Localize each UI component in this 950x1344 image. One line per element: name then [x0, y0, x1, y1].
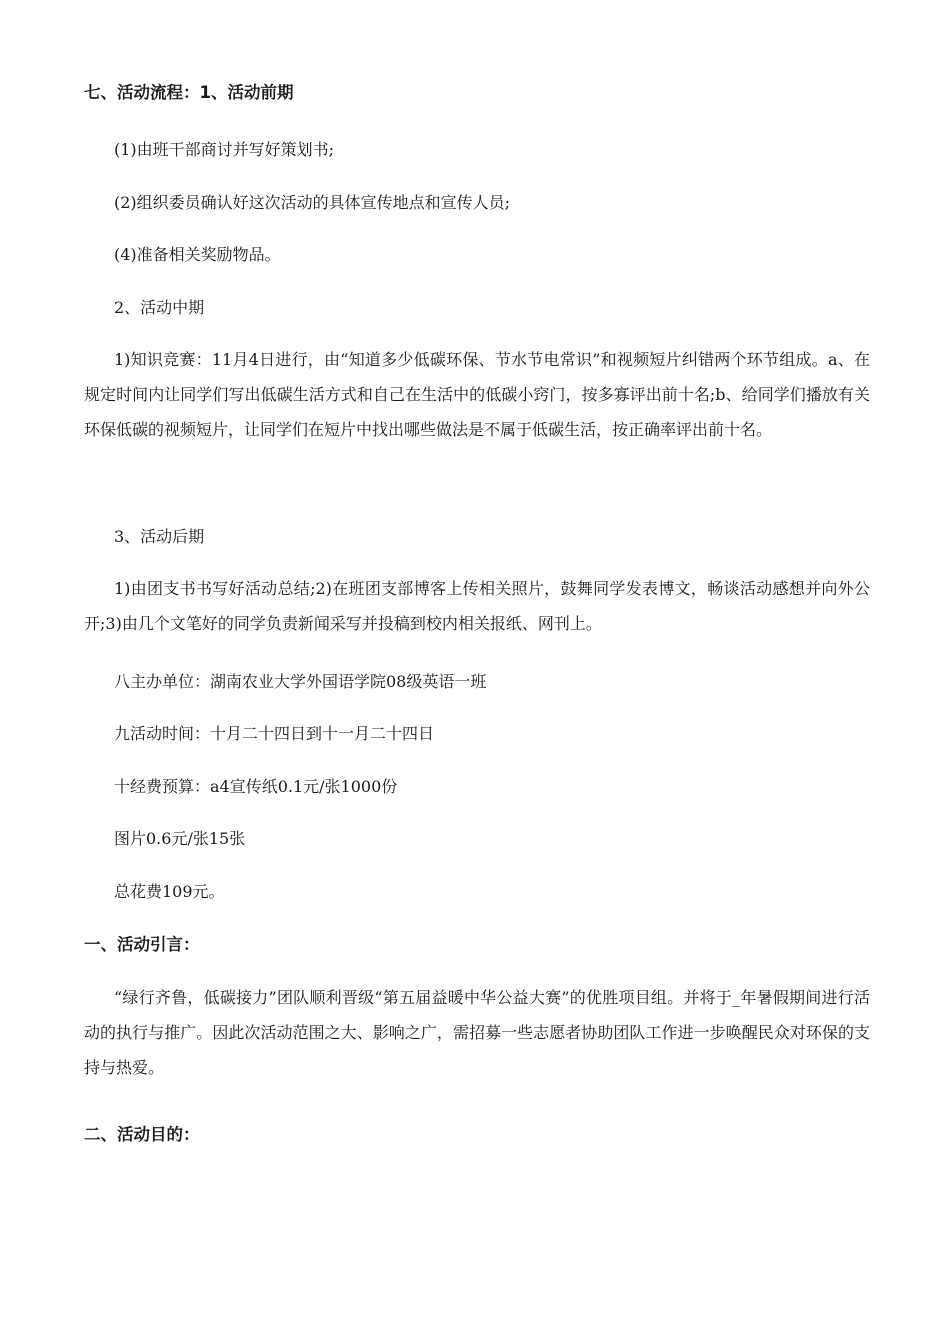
- post-stage-paragraph: 1)由团支书书写好活动总结;2)在班团支部博客上传相关照片，鼓舞同学发表博文，畅谈活动感想并向外公开;3)由几个文笔好的同学负责新闻采写并投稿到校内相关报纸、网刊上。: [84, 579, 870, 633]
- budget-line: 十经费预算：a4宣传纸0.1元/张1000份: [114, 777, 398, 796]
- post-stage-heading: 3、活动后期: [114, 527, 205, 546]
- pre-item-3: (4)准备相关奖励物品。: [114, 245, 281, 264]
- mid-stage-paragraph: 1)知识竞赛：11月4日进行，由“知道多少低碳环保、节水节电常识”和视频短片纠错两个环节组成。a、在规定时间内让同学们写出低碳生活方式和自己在生活中的低碳小窍门，按多寡评出前十名;b、给同学们播放有关环保低碳的视频短片，让同学们在短片中找出哪些做法是不属于低碳生活，按正确率评出前十名。: [84, 350, 870, 439]
- part-1-heading: 一、活动引言：: [84, 935, 200, 954]
- budget-photo-line: 图片0.6元/张15张: [114, 829, 246, 848]
- budget-total-line: 总花费109元。: [114, 882, 225, 901]
- section-7-heading: 七、活动流程：1、活动前期: [84, 83, 294, 102]
- pre-item-2: (2)组织委员确认好这次活动的具体宣传地点和宣传人员;: [114, 193, 511, 212]
- part-2-heading: 二、活动目的：: [84, 1125, 200, 1144]
- activity-time-line: 九活动时间：十月二十四日到十一月二十四日: [114, 724, 435, 743]
- pre-item-1: (1)由班干部商讨并写好策划书;: [114, 140, 335, 159]
- introduction-paragraph: “绿行齐鲁，低碳接力”团队顺利晋级“第五届益暖中华公益大赛”的优胜项目组。并将于_年暑假期间进行活动的执行与推广。因此次活动范围之大、影响之广，需招募一些志愿者协助团队工作进一步唤醒民众对环保的支持与热爱。: [84, 988, 870, 1077]
- mid-stage-heading: 2、活动中期: [114, 298, 205, 317]
- organizer-line: 八主办单位：湖南农业大学外国语学院08级英语一班: [114, 672, 487, 691]
